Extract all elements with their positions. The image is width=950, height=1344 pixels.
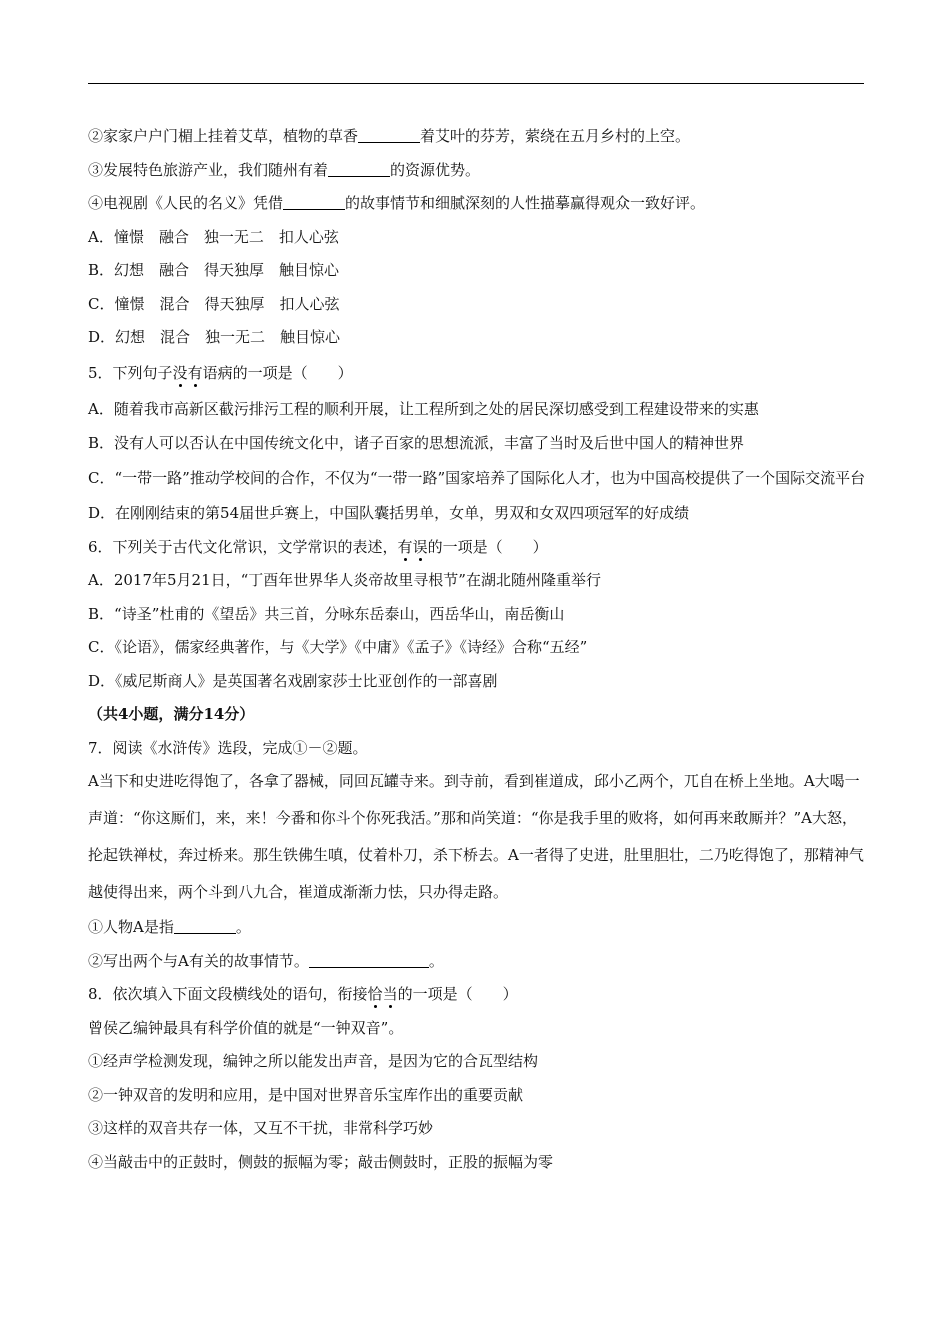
- q8-stem-tail: 的一项是（ ）: [397, 985, 518, 1003]
- q4-item-4: [88, 187, 868, 221]
- q8-item-3: ③这样的双音共存一体，又互不干扰，非常科学巧妙: [88, 1119, 434, 1137]
- q4-item-4-text-before: ④电视剧《人民的名义》凭借: [88, 194, 284, 212]
- q4-option-b: B．幻想 融合 得天独厚 触目惊心: [88, 261, 340, 279]
- q4-item-2: [88, 120, 868, 154]
- q5-option-b: B．没有人可以否认在中国传统文化中，诸子百家的思想流派，丰富了当时及后世中国人的精神世界: [88, 433, 745, 452]
- header-rule: [88, 83, 864, 84]
- q8-item-4: ④当敲击中的正鼓时，侧鼓的振幅为零；敲击侧鼓时，正股的振幅为零: [88, 1152, 554, 1171]
- section-header: （共4小题，满分14分）: [88, 705, 255, 723]
- q6-stem-tail: 的一项是（ ）: [427, 537, 548, 556]
- q7-sub-1-tail: 。: [235, 918, 251, 936]
- q5-option-a: A．随着我市高新区截污排污工程的顺利开展，让工程所到之处的居民深切感受到工程建设带来的实惠: [88, 400, 759, 418]
- q8-stem: [88, 978, 868, 1012]
- q7-sub-2-tail: 。: [428, 951, 444, 970]
- q4-item-3: [88, 154, 868, 188]
- q4-item-2-text-before: ②家家户户门楣上挂着艾草，植物的草香: [88, 127, 359, 145]
- q6-emphasis-char-1: 有: [397, 537, 413, 556]
- q5-emphasis-char-2: 有: [187, 363, 203, 382]
- q6-option-d: D．《威尼斯商人》是英国著名戏剧家莎士比亚创作的一部喜剧: [88, 671, 498, 690]
- q8-emphasis-char-1: 恰: [367, 985, 383, 1003]
- q4-item-3-text-after: 的资源优势。: [390, 160, 481, 179]
- q7-stem: 7．阅读《水浒传》选段，完成①－②题。: [88, 738, 368, 757]
- page-content: [88, 120, 868, 1179]
- q8-lead: 曾侯乙编钟最具有科学价值的就是“一钟双音”。: [88, 1018, 404, 1037]
- q5-option-d: D．在刚刚结束的第54届世乒赛上，中国队囊括男单，女单，男双和女双四项冠军的好成绩: [88, 504, 690, 522]
- q7-sub-2-text: ②写出两个与A有关的故事情节。: [88, 951, 309, 970]
- q8-emphasis-char-2: 当: [382, 985, 398, 1003]
- q8-stem-text: 8．依次填入下面文段横线处的语句，衔接: [88, 985, 368, 1003]
- q4-item-4-blank: [283, 194, 345, 210]
- q5-option-c: C．“一带一路”推动学校间的合作，不仅为“一带一路”国家培养了国际化人才，也为中国高校提供了一个国际交流平台: [88, 469, 866, 487]
- q4-item-4-text-after: 的故事情节和细腻深刻的人性描摹赢得观众一致好评。: [345, 194, 706, 212]
- q8-item-1: ①经声学检测发现，编钟之所以能发出声音，是因为它的合瓦型结构: [88, 1052, 539, 1070]
- q4-option-c: C．憧憬 混合 得天独厚 扣人心弦: [88, 294, 340, 313]
- q4-item-3-blank: [328, 161, 390, 177]
- q6-stem-text: 6．下列关于古代文化常识，文学常识的表述，: [88, 537, 398, 556]
- q7-sub-1: [88, 911, 868, 945]
- q5-stem-tail: 语病的一项是（ ）: [202, 363, 353, 382]
- q7-sub-1-blank: [174, 918, 236, 934]
- q5-stem-text: 5．下列句子: [88, 363, 173, 382]
- q6-option-a: A．2017年5月21日，“丁酉年世界华人炎帝故里寻根节”在湖北随州隆重举行: [88, 571, 601, 589]
- q6-option-b: B．“诗圣”杜甫的《望岳》共三首，分咏东岳泰山，西岳华山，南岳衡山: [88, 604, 565, 623]
- q7-sub-2-blank: [309, 952, 429, 968]
- q5-stem: [88, 357, 868, 391]
- q4-option-d: D．幻想 混合 独一无二 触目惊心: [88, 328, 341, 346]
- q5-emphasis-char-1: 没: [172, 363, 188, 382]
- q6-emphasis-char-2: 误: [412, 537, 428, 556]
- q4-item-3-text-before: ③发展特色旅游产业，我们随州有着: [88, 160, 329, 179]
- q4-item-2-blank: [358, 127, 420, 143]
- q8-item-2: ②一钟双音的发明和应用，是中国对世界音乐宝库作出的重要贡献: [88, 1085, 524, 1104]
- q6-stem: [88, 531, 868, 565]
- q7-sub-1-text: ①人物A是指: [88, 918, 174, 936]
- q7-passage: A当下和史进吃得饱了，各拿了器械，同回瓦罐寺来。到寺前，看到崔道成，邱小乙两个，兀自在桥上坐地。A大喝一声道：“你这厮们，来，来！今番和你斗个你死我活。”那和尚笑道：“你是我手里的败将，如何再来敢厮并？”A大怒，抡起铁禅杖，奔过桥来。那生铁佛生嗔，仗着朴刀，杀下桥去。A一者得了史进，肚里胆壮，二乃吃得饱了，那精神气越使得出来，两个斗到八九合，崔道成渐渐力怯，只办得走路。: [88, 772, 864, 901]
- q6-option-c: C．《论语》，儒家经典著作，与《大学》《中庸》《孟子》《诗经》合称“五经”: [88, 638, 588, 656]
- q4-option-a: A．憧憬 融合 独一无二 扣人心弦: [88, 227, 339, 246]
- q7-sub-2: [88, 945, 868, 979]
- q4-item-2-text-after: 着艾叶的芬芳，萦绕在五月乡村的上空。: [420, 127, 691, 145]
